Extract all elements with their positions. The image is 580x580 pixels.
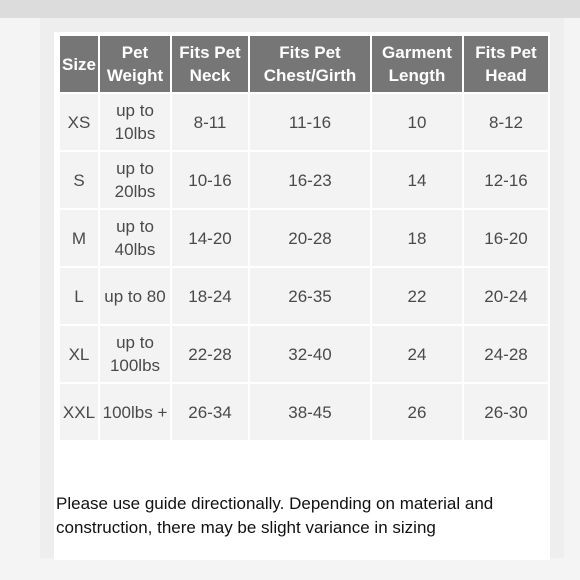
table-row <box>60 268 548 324</box>
cell-head: 24-28 <box>464 326 548 382</box>
size-chart-table <box>58 34 550 442</box>
cell-garment-length: 22 <box>372 268 462 324</box>
cell-chest-girth: 20-28 <box>250 210 370 266</box>
table-row <box>60 152 548 208</box>
cell-pet-weight: up to 20lbs <box>100 152 170 208</box>
header-fits-pet-head: Fits Pet Head <box>464 36 548 92</box>
cell-garment-length: 18 <box>372 210 462 266</box>
size-chart-card <box>40 18 564 558</box>
header-garment-length: Garment Length <box>372 36 462 92</box>
cell-pet-weight: 100lbs + <box>100 384 170 440</box>
cell-neck: 8-11 <box>172 94 248 150</box>
cell-neck: 26-34 <box>172 384 248 440</box>
cell-size: XL <box>60 326 98 382</box>
cell-head: 12-16 <box>464 152 548 208</box>
table-row <box>60 326 548 382</box>
cell-pet-weight: up to 40lbs <box>100 210 170 266</box>
sizing-note: Please use guide directionally. Depending on material and construction, there may be slight variance in sizing <box>56 494 494 537</box>
cell-pet-weight: up to 80 <box>100 268 170 324</box>
header-size: Size <box>60 36 98 92</box>
cell-neck: 14-20 <box>172 210 248 266</box>
cell-chest-girth: 26-35 <box>250 268 370 324</box>
table-row <box>60 384 548 440</box>
header-pet-weight: Pet Weight <box>100 36 170 92</box>
cell-size: XS <box>60 94 98 150</box>
cell-chest-girth: 38-45 <box>250 384 370 440</box>
cell-size: XXL <box>60 384 98 440</box>
cell-pet-weight: up to 100lbs <box>100 326 170 382</box>
cell-chest-girth: 16-23 <box>250 152 370 208</box>
cell-garment-length: 14 <box>372 152 462 208</box>
cell-chest-girth: 32-40 <box>250 326 370 382</box>
cell-garment-length: 10 <box>372 94 462 150</box>
cell-size: M <box>60 210 98 266</box>
cell-neck: 10-16 <box>172 152 248 208</box>
cell-garment-length: 24 <box>372 326 462 382</box>
cell-head: 26-30 <box>464 384 548 440</box>
top-band <box>0 0 580 18</box>
cell-chest-girth: 11-16 <box>250 94 370 150</box>
cell-garment-length: 26 <box>372 384 462 440</box>
cell-neck: 22-28 <box>172 326 248 382</box>
cell-size: L <box>60 268 98 324</box>
table-header-row <box>60 36 548 92</box>
size-chart-panel <box>54 32 550 560</box>
cell-size: S <box>60 152 98 208</box>
cell-head: 8-12 <box>464 94 548 150</box>
header-fits-pet-neck: Fits Pet Neck <box>172 36 248 92</box>
cell-head: 16-20 <box>464 210 548 266</box>
cell-head: 20-24 <box>464 268 548 324</box>
table-row <box>60 210 548 266</box>
cell-neck: 18-24 <box>172 268 248 324</box>
table-row <box>60 94 548 150</box>
header-fits-pet-chest-girth: Fits Pet Chest/Girth <box>250 36 370 92</box>
cell-pet-weight: up to 10lbs <box>100 94 170 150</box>
